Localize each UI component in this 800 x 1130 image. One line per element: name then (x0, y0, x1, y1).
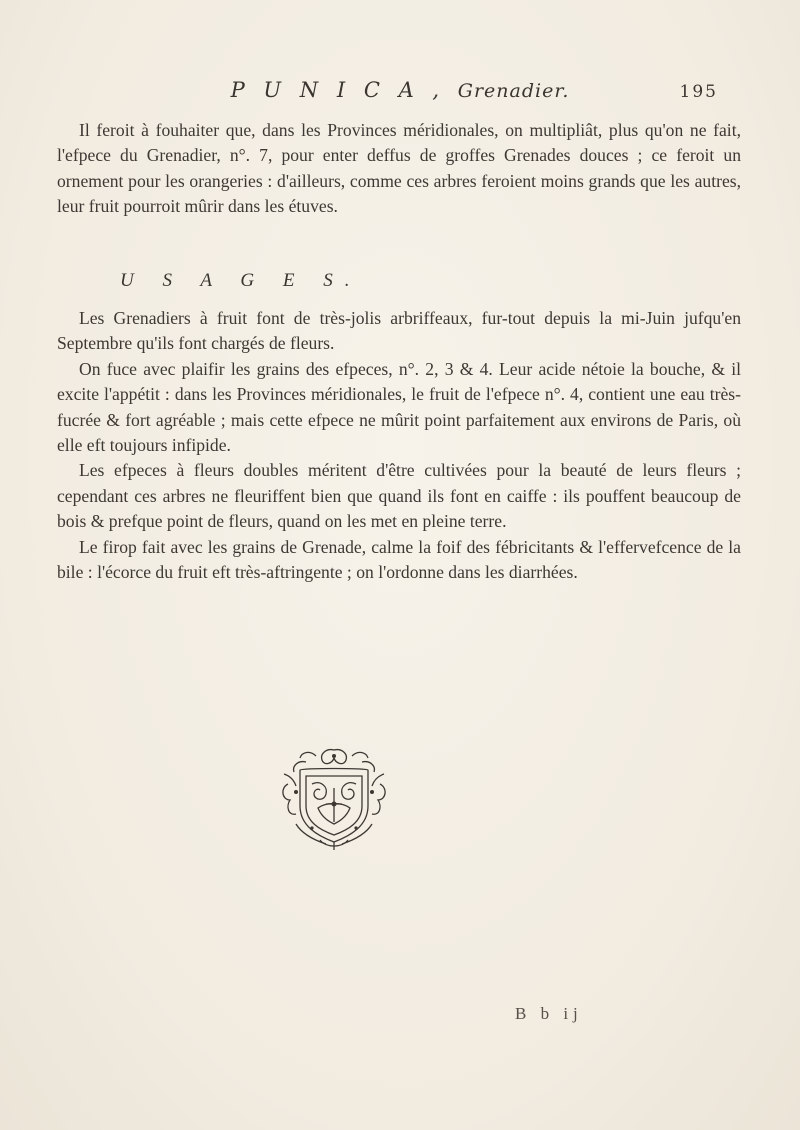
intro-text-block (57, 118, 741, 220)
running-title-sub: Grenadier. (457, 80, 570, 102)
paragraph: Les Grenadiers à fruit font de très-jolis arbriffeaux, fur-tout depuis la mi-Juin jufqu'en Septembre qu'ils font chargés de fleurs. (57, 308, 741, 354)
usages-text-block (57, 306, 741, 585)
page-header (0, 78, 800, 118)
paragraph: Le firop fait avec les grains de Grenade, calme la foif des fébricitants & l'effervefcence de la bile : l'écorce du fruit eft très-aftringente ; on l'ordonne dans les diarrhées. (57, 536, 741, 583)
paragraph: On fuce avec plaifir les grains des efpeces, n°. 2, 3 & 4. Leur acide nétoie la bouche, & il excite l'appétit : dans les Provinces méridionales, le fruit de l'efpece n°. 4, contient une eau très-fucrée & fort agréable ; mais cette efpece ne mûrit point parfaitement aux environs de Paris, où elle eft toujours infipide. (57, 358, 741, 456)
page-number: 195 (679, 82, 718, 102)
running-title-main: P U N I C A , (230, 78, 446, 102)
section-heading: U S A G E S. (120, 270, 362, 291)
intro-paragraph: Il feroit à fouhaiter que, dans les Provinces méridionales, on multipliât, plus qu'on ne fait, l'efpece du Grenadier, n°. 7, pour enter deffus de groffes Grenades douces ; ce feroit un ornement pour les orangeries : d'ailleurs, comme ces arbres feroient moins grands que les autres, leur fruit pourroit mûrir dans les étuves. (57, 120, 741, 217)
floral-vignette-icon (276, 744, 392, 852)
signature-mark: B b ij (515, 1004, 583, 1023)
paragraph: Les efpeces à fleurs doubles méritent d'être cultivées pour la beauté de leurs fleurs ; cependant ces arbres ne fleuriffent bien que quand ils font en caiffe : ils pouffent beaucoup de bois & prefque point de fleurs, quand on les met en pleine terre. (57, 460, 741, 532)
